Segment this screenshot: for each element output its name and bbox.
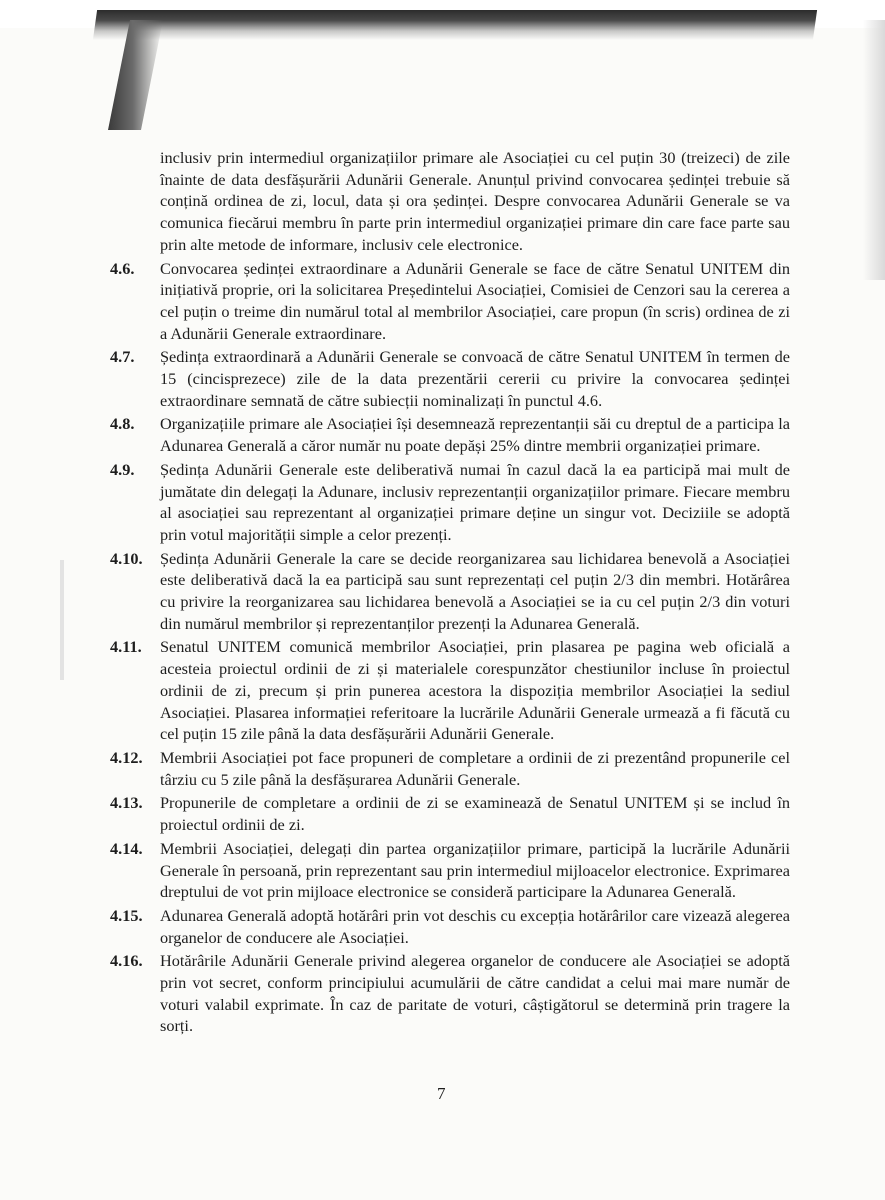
section-number: 4.9. [110,459,135,479]
section-text: Ședința Adunării Generale la care se decide reorganizarea sau lichidarea benevolă a Asociației este deliberativă dacă la ea participă sau sunt reprezentați cel puțin 2/3 din membri. Hotărârea cu privire la reorganizarea sau lichidarea benevolă a Asociației se ia cu cel puțin 2/3 din voturi din numărul membrilor și reprezentanților prezenți la Adunarea Generală. [160,548,790,633]
page-number: 7 [437,1084,446,1103]
section-text: Senatul UNITEM comunică membrilor Asociației, prin plasarea pe pagina web oficială a acesteia proiectul ordinii de zi și materialele corespunzător chestiunilor incluse în proiectul ordinii de zi, precum și prin punerea acestora la dispoziția membrilor Asociației la sediul Asociației. Plasarea informației referitoare la lucrările Adunării Generale urmează a fi făcută cu cel puțin 15 zile până la data desfășurării Adunării Generale. [160,637,790,744]
section-4-14 [110,838,790,903]
section-4-10 [110,548,790,635]
section-text: Organizațiile primare ale Asociației își desemnează reprezentanții săi cu dreptul de a participa la Adunarea Generală a căror număr nu poate depăși 25% dintre membrii organizației primare. [160,414,790,456]
section-number: 4.8. [110,414,135,434]
section-text: Adunarea Generală adoptă hotărâri prin vot deschis cu excepția hotărârilor care vizează alegerea organelor de conducere ale Asociației. [160,905,790,947]
scan-shadow-band [93,10,817,40]
paragraph-text: inclusiv prin intermediul organizațiilor primare ale Asociației cu cel puțin 30 (treizeci) de zile înainte de data desfășurării Adunării Generale. Anunțul privind convocarea ședinței trebuie să conțină ordinea de zi, locul, data și ora ședinței. Despre convocarea Adunării Generale se va comunica fiecărui membru în parte prin intermediul organizației primare din care face parte sau prin alte metode de informare, inclusiv cele electronice. [160,148,790,254]
scan-right-edge [863,20,885,280]
section-number: 4.11. [110,637,142,657]
section-4-16 [110,950,790,1037]
section-number: 4.13. [110,793,143,813]
section-number: 4.16. [110,951,143,971]
section-4-9 [110,459,790,546]
section-number: 4.15. [110,905,143,925]
section-4-13 [110,792,790,835]
section-number: 4.7. [110,347,135,367]
section-text: Ședința Adunării Generale este deliberativă numai în cazul dacă la ea participă mai mult de jumătate din delegați la Adunare, inclusiv reprezentanții organizațiilor primare. Fiecare membru al asociației sau reprezentant al organizației primare deține un singur vot. Deciziile se adoptă prin votul majorității simple a celor prezenți. [160,459,790,544]
section-text: Hotărârile Adunării Generale privind alegerea organelor de conducere ale Asociației se adoptă prin vot secret, conform principiului acumulării de către candidat a celui mai mare număr de voturi valabil exprimate. În caz de paritate de voturi, câștigătorul se determină prin tragere la sorți. [160,951,790,1036]
section-text: Convocarea ședinței extraordinare a Adunării Generale se face de către Senatul UNITEM din inițiativă proprie, ori la solicitarea Președintelui Asociației, Comisiei de Cenzori sau la cererea a cel puțin o treime din numărul total al membrilor Asociației, care propun (în scris) ordinea de zi a Adunării Generale extraordinare. [160,258,790,343]
section-number: 4.14. [110,838,143,858]
section-text: Membrii Asociației pot face propuneri de completare a ordinii de zi prezentând propunerile cel târziu cu 5 zile până la desfășurarea Adunării Generale. [160,747,790,789]
section-4-12 [110,747,790,790]
binder-mark [60,560,64,680]
section-4-11 [110,636,790,745]
section-text: Ședința extraordinară a Adunării Generale se convoacă de către Senatul UNITEM în termen de 15 (cincisprezece) zile de la data prezentării cererii cu privire la convocarea ședinței extraordinare semnată de către subiecții nominalizați în punctul 4.6. [160,347,790,410]
section-number: 4.10. [110,548,143,568]
section-4-7 [110,346,790,411]
section-4-15 [110,905,790,948]
section-text: Propunerile de completare a ordinii de zi se examinează de Senatul UNITEM și se includ în proiectul ordinii de zi. [160,793,790,835]
section-number: 4.12. [110,747,143,767]
section-4-6 [110,258,790,345]
section-text: Membrii Asociației, delegați din partea organizațiilor primare, participă la lucrările Adunării Generale în persoană, prin reprezentant sau prin intermediul mijloacelor electronice. Exprimarea dreptului de vot prin mijloace electronice se consideră participare la Adunarea Generală. [160,838,790,902]
continuation-paragraph [110,147,790,256]
section-4-8 [110,413,790,456]
section-number: 4.6. [110,258,135,278]
document-body [110,147,790,1039]
